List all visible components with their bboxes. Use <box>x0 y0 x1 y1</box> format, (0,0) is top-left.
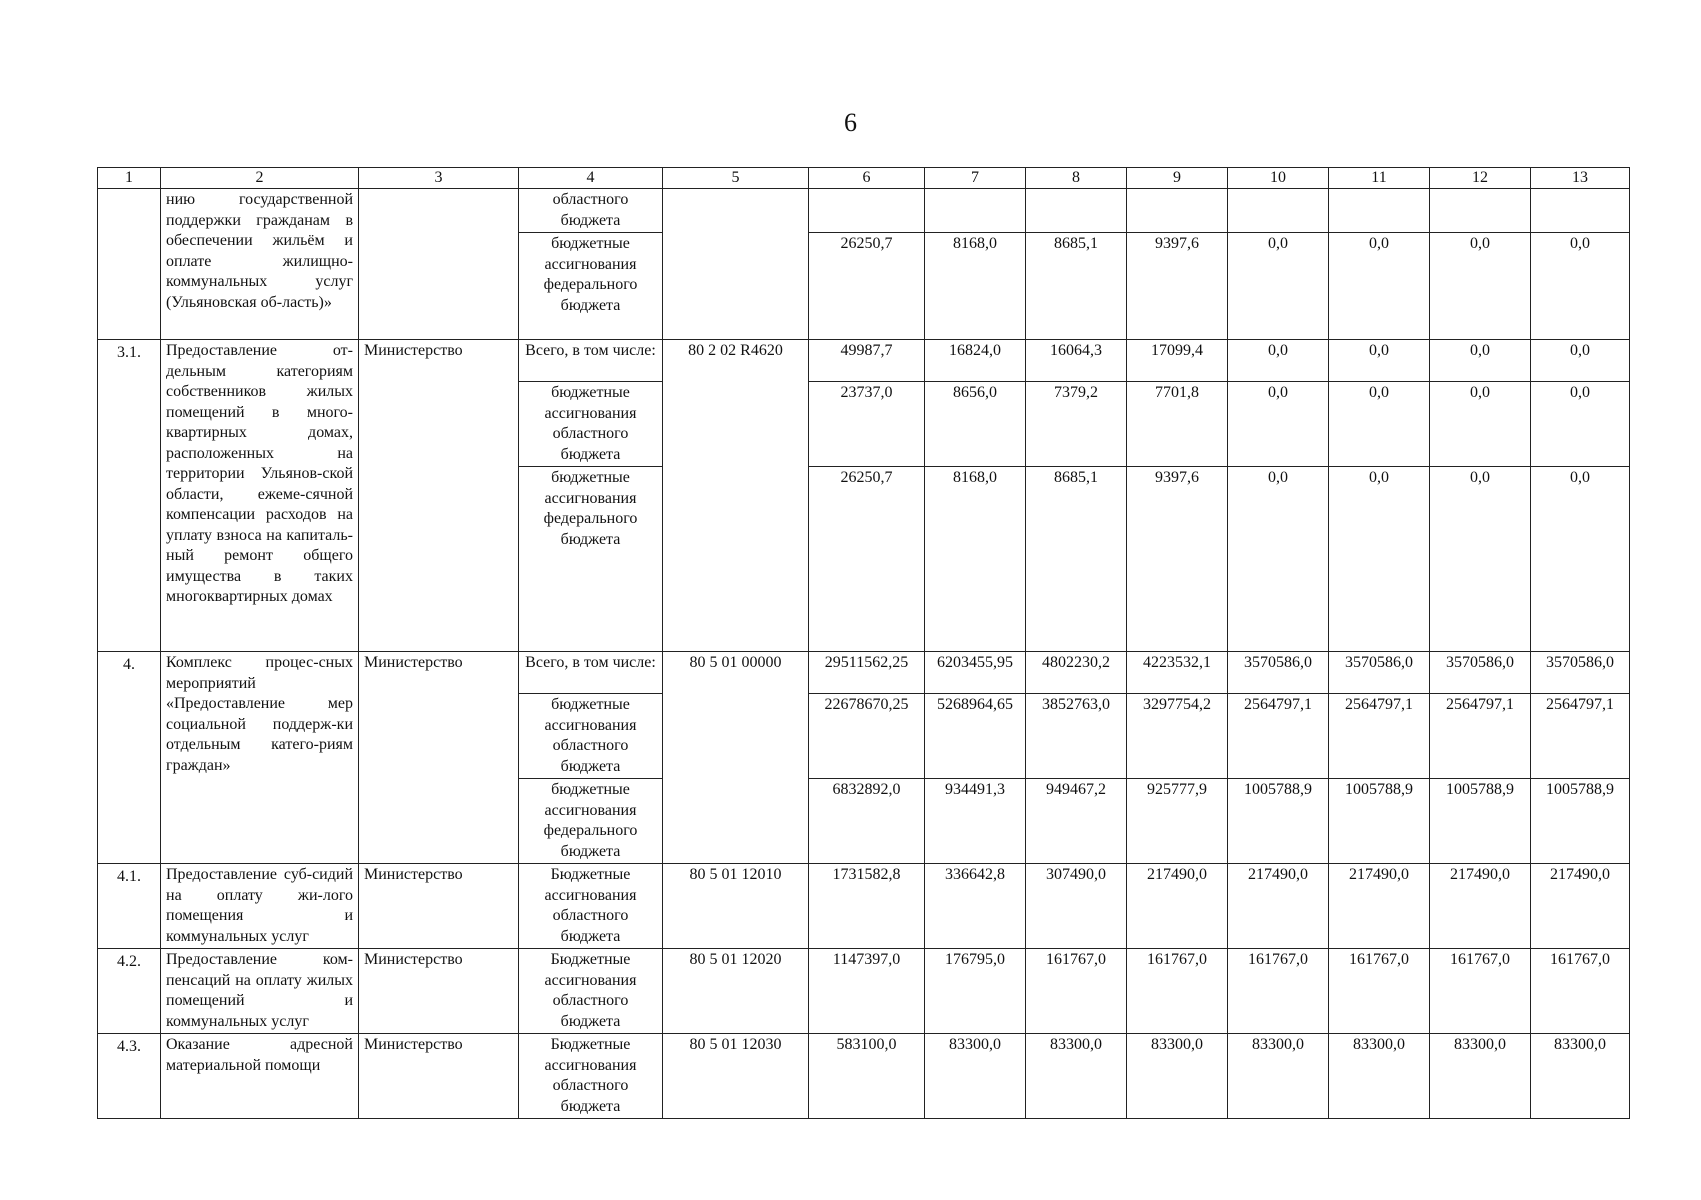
value-cell: 0,0 <box>1329 382 1430 467</box>
value-cell: 8168,0 <box>925 233 1026 340</box>
value-cell: 83300,0 <box>1228 1034 1329 1119</box>
value-cell: 217490,0 <box>1228 864 1329 949</box>
funding-source: Бюджетные ассигнования областного бюджета <box>519 864 663 949</box>
column-header: 11 <box>1329 168 1430 189</box>
value-cell: 217490,0 <box>1127 864 1228 949</box>
measure-name: нию государственной поддержки гражданам в обеспечении жильём и оплате жилищно-коммунальных услуг (Ульяновская об-ласть)» <box>161 189 359 340</box>
row-number <box>98 189 161 340</box>
value-cell: 16824,0 <box>925 340 1026 382</box>
value-cell: 3297754,2 <box>1127 694 1228 779</box>
value-cell: 0,0 <box>1228 467 1329 652</box>
value-cell: 4223532,1 <box>1127 652 1228 694</box>
value-cell: 0,0 <box>1430 382 1531 467</box>
funding-source: Бюджетные ассигнования областного бюджета <box>519 1034 663 1119</box>
budget-code: 80 5 01 12010 <box>663 864 809 949</box>
column-header: 13 <box>1531 168 1630 189</box>
value-cell: 0,0 <box>1531 340 1630 382</box>
executor: Министерство <box>359 949 519 1034</box>
value-cell: 29511562,25 <box>809 652 925 694</box>
value-cell: 3570586,0 <box>1329 652 1430 694</box>
value-cell: 583100,0 <box>809 1034 925 1119</box>
value-cell: 4802230,2 <box>1026 652 1127 694</box>
value-cell: 17099,4 <box>1127 340 1228 382</box>
value-cell: 176795,0 <box>925 949 1026 1034</box>
value-cell: 0,0 <box>1228 233 1329 340</box>
value-cell: 0,0 <box>1430 467 1531 652</box>
value-cell: 83300,0 <box>925 1034 1026 1119</box>
executor: Министерство <box>359 340 519 652</box>
budget-code: 80 5 01 00000 <box>663 652 809 864</box>
value-cell: 6203455,95 <box>925 652 1026 694</box>
measure-name: Предоставление суб-сидий на оплату жи-лого помещения и коммунальных услуг <box>161 864 359 949</box>
executor <box>359 189 519 340</box>
funding-source: Всего, в том числе: <box>519 340 663 382</box>
column-header: 12 <box>1430 168 1531 189</box>
funding-source: бюджетные ассигнования областного бюджета <box>519 382 663 467</box>
funding-source: бюджетные ассигнования областного бюджета <box>519 694 663 779</box>
value-cell: 934491,3 <box>925 779 1026 864</box>
value-cell: 83300,0 <box>1329 1034 1430 1119</box>
value-cell: 0,0 <box>1531 233 1630 340</box>
value-cell: 2564797,1 <box>1531 694 1630 779</box>
value-cell: 0,0 <box>1228 382 1329 467</box>
table-row <box>98 1034 1630 1119</box>
value-cell: 949467,2 <box>1026 779 1127 864</box>
value-cell: 3570586,0 <box>1228 652 1329 694</box>
value-cell: 16064,3 <box>1026 340 1127 382</box>
value-cell: 3570586,0 <box>1531 652 1630 694</box>
row-number: 4. <box>98 652 161 864</box>
value-cell: 23737,0 <box>809 382 925 467</box>
table-row <box>98 340 1630 382</box>
funding-source: областного бюджета <box>519 189 663 233</box>
funding-source: бюджетные ассигнования федерального бюджета <box>519 779 663 864</box>
value-cell: 0,0 <box>1531 382 1630 467</box>
value-cell: 2564797,1 <box>1329 694 1430 779</box>
row-number: 4.1. <box>98 864 161 949</box>
budget-code: 80 5 01 12020 <box>663 949 809 1034</box>
value-cell: 2564797,1 <box>1430 694 1531 779</box>
value-cell: 161767,0 <box>1026 949 1127 1034</box>
value-cell: 1005788,9 <box>1430 779 1531 864</box>
value-cell: 8685,1 <box>1026 233 1127 340</box>
value-cell: 49987,7 <box>809 340 925 382</box>
value-cell: 217490,0 <box>1430 864 1531 949</box>
page-number: 6 <box>844 108 857 137</box>
value-cell: 0,0 <box>1430 233 1531 340</box>
value-cell: 3852763,0 <box>1026 694 1127 779</box>
measure-name: Предоставление ком-пенсаций на оплату жилых помещений и коммунальных услуг <box>161 949 359 1034</box>
value-cell: 0,0 <box>1228 340 1329 382</box>
value-cell: 7379,2 <box>1026 382 1127 467</box>
value-cell: 8168,0 <box>925 467 1026 652</box>
column-header: 9 <box>1127 168 1228 189</box>
column-header: 8 <box>1026 168 1127 189</box>
value-cell: 26250,7 <box>809 467 925 652</box>
column-header: 1 <box>98 168 161 189</box>
table-row <box>98 949 1630 1034</box>
value-cell: 1005788,9 <box>1329 779 1430 864</box>
value-cell: 161767,0 <box>1228 949 1329 1034</box>
value-cell: 26250,7 <box>809 233 925 340</box>
measure-name: Комплекс процес-сных мероприятий «Предоставление мер социальной поддерж-ки отдельным катего-риям граждан» <box>161 652 359 864</box>
measure-name: Предоставление от-дельным категориям собственников жилых помещений в много-квартирных домах, расположенных на территории Ульянов-ской области, ежеме-сячной компенсации расходов на уплату взноса на капиталь-ный ремонт общего имущества в таких многоквартирных домах <box>161 340 359 652</box>
value-cell: 0,0 <box>1329 340 1430 382</box>
column-header: 5 <box>663 168 809 189</box>
value-cell: 7701,8 <box>1127 382 1228 467</box>
row-number: 3.1. <box>98 340 161 652</box>
column-header: 6 <box>809 168 925 189</box>
value-cell: 161767,0 <box>1127 949 1228 1034</box>
column-header: 10 <box>1228 168 1329 189</box>
value-cell: 9397,6 <box>1127 233 1228 340</box>
funding-source: бюджетные ассигнования федерального бюджета <box>519 467 663 652</box>
value-cell: 8685,1 <box>1026 467 1127 652</box>
executor: Министерство <box>359 1034 519 1119</box>
value-cell: 22678670,25 <box>809 694 925 779</box>
measure-name: Оказание адресной материальной помощи <box>161 1034 359 1119</box>
funding-source: Всего, в том числе: <box>519 652 663 694</box>
table-row <box>98 652 1630 694</box>
value-cell: 83300,0 <box>1430 1034 1531 1119</box>
value-cell: 0,0 <box>1329 467 1430 652</box>
value-cell: 5268964,65 <box>925 694 1026 779</box>
funding-source: бюджетные ассигнования федерального бюджета <box>519 233 663 340</box>
row-number: 4.3. <box>98 1034 161 1119</box>
value-cell: 336642,8 <box>925 864 1026 949</box>
column-header: 7 <box>925 168 1026 189</box>
value-cell: 83300,0 <box>1127 1034 1228 1119</box>
value-cell: 925777,9 <box>1127 779 1228 864</box>
budget-code: 80 2 02 R4620 <box>663 340 809 652</box>
value-cell: 6832892,0 <box>809 779 925 864</box>
value-cell: 9397,6 <box>1127 467 1228 652</box>
value-cell: 161767,0 <box>1531 949 1630 1034</box>
budget-code: 80 5 01 12030 <box>663 1034 809 1119</box>
row-number: 4.2. <box>98 949 161 1034</box>
value-cell: 161767,0 <box>1430 949 1531 1034</box>
executor: Министерство <box>359 864 519 949</box>
value-cell: 83300,0 <box>1531 1034 1630 1119</box>
value-cell: 83300,0 <box>1026 1034 1127 1119</box>
value-cell: 1005788,9 <box>1531 779 1630 864</box>
value-cell: 307490,0 <box>1026 864 1127 949</box>
value-cell: 217490,0 <box>1531 864 1630 949</box>
budget-code <box>663 189 809 340</box>
value-cell: 1731582,8 <box>809 864 925 949</box>
value-cell: 8656,0 <box>925 382 1026 467</box>
value-cell: 2564797,1 <box>1228 694 1329 779</box>
funding-source: Бюджетные ассигнования областного бюджета <box>519 949 663 1034</box>
value-cell: 0,0 <box>1430 340 1531 382</box>
value-cell: 161767,0 <box>1329 949 1430 1034</box>
value-cell: 3570586,0 <box>1430 652 1531 694</box>
value-cell: 0,0 <box>1531 467 1630 652</box>
value-cell: 217490,0 <box>1329 864 1430 949</box>
column-header: 3 <box>359 168 519 189</box>
column-header: 2 <box>161 168 359 189</box>
table-row <box>98 864 1630 949</box>
header-row <box>98 168 1630 189</box>
budget-table <box>97 167 1630 1119</box>
value-cell: 0,0 <box>1329 233 1430 340</box>
value-cell: 1147397,0 <box>809 949 925 1034</box>
column-header: 4 <box>519 168 663 189</box>
table-row <box>98 189 1630 233</box>
executor: Министерство <box>359 652 519 864</box>
value-cell: 1005788,9 <box>1228 779 1329 864</box>
